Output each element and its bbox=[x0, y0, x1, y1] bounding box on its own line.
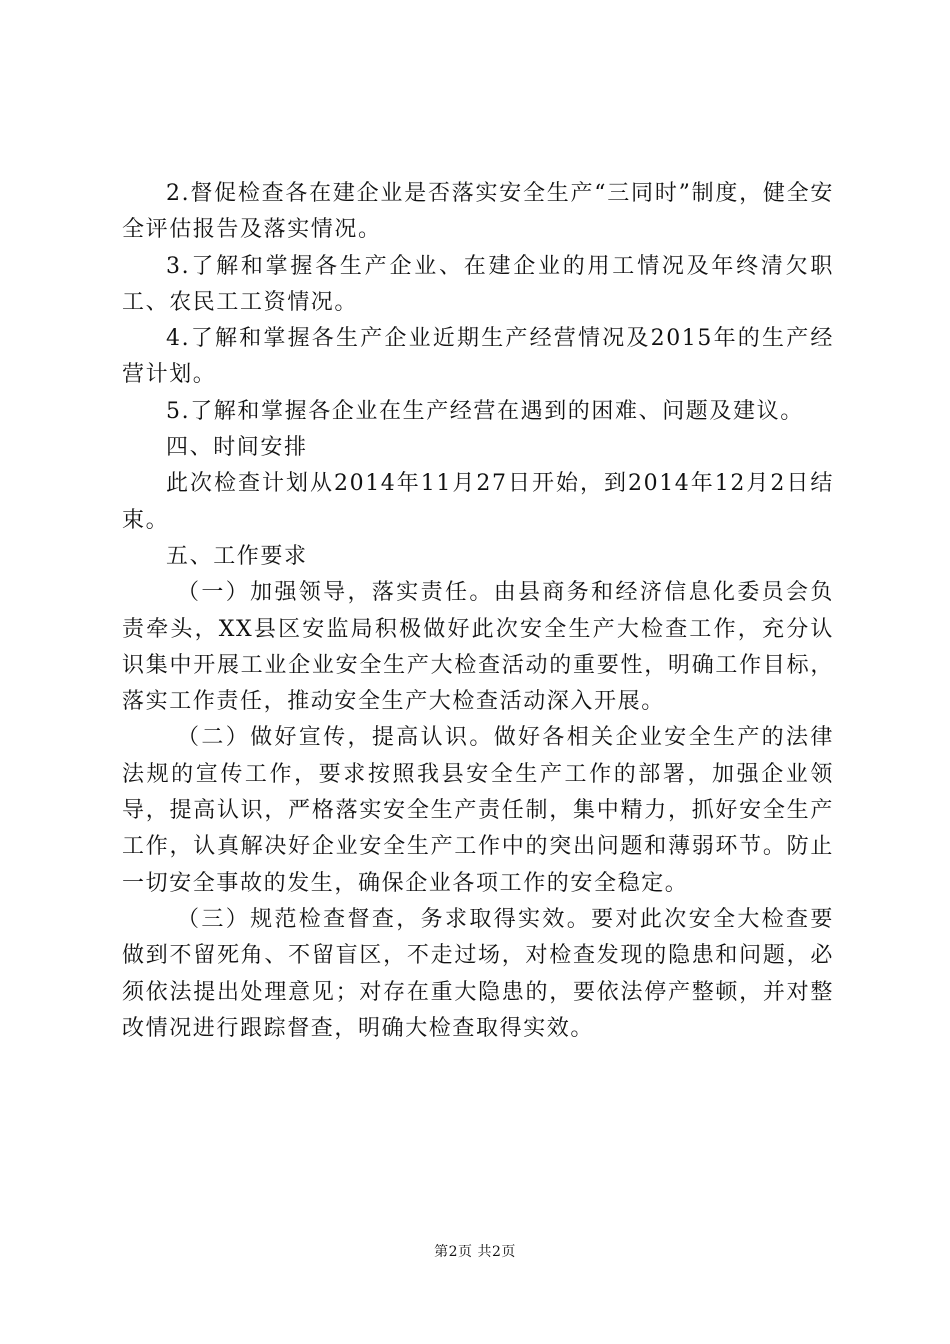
paragraph-item-2: 2.督促检查各在建企业是否落实安全生产“三同时”制度，健全安全评估报告及落实情况。 bbox=[122, 181, 834, 243]
section-heading-requirements: 五、工作要求 bbox=[166, 543, 308, 569]
section-heading-schedule: 四、时间安排 bbox=[166, 435, 308, 461]
paragraph-item-3: 3.了解和掌握各生产企业、在建企业的用工情况及年终清欠职工、农民工工资情况。 bbox=[122, 253, 834, 315]
page-number: 第2页 共2页 bbox=[434, 1244, 516, 1260]
page-footer bbox=[0, 1242, 950, 1262]
document-body bbox=[122, 176, 834, 1047]
paragraph-item-5: 5.了解和掌握各企业在生产经营在遇到的困难、问题及建议。 bbox=[166, 398, 804, 424]
paragraph-requirement-1: （一）加强领导，落实责任。由县商务和经济信息化委员会负责牵头，XX县区安监局积极做好此次安全生产大检查工作，充分认识集中开展工业企业安全生产大检查活动的重要性，明确工作目标，落实工作责任，推动安全生产大检查活动深入开展。 bbox=[122, 580, 834, 715]
paragraph-item-4: 4.了解和掌握各生产企业近期生产经营情况及2015年的生产经营计划。 bbox=[122, 326, 834, 388]
paragraph-schedule: 此次检查计划从2014年11月27日开始，到2014年12月2日结束。 bbox=[122, 471, 834, 533]
paragraph-requirement-3: （三）规范检查督查，务求取得实效。要对此次安全大检查要做到不留死角、不留盲区，不走过场，对检查发现的隐患和问题，必须依法提出处理意见；对存在重大隐患的，要依法停产整顿，并对整改情况进行跟踪督查，明确大检查取得实效。 bbox=[122, 906, 834, 1041]
paragraph-requirement-2: （二）做好宣传，提高认识。做好各相关企业安全生产的法律法规的宣传工作，要求按照我县安全生产工作的部署，加强企业领导，提高认识，严格落实安全生产责任制，集中精力，抓好安全生产工作，认真解决好企业安全生产工作中的突出问题和薄弱环节。防止一切安全事故的发生，确保企业各项工作的安全稳定。 bbox=[122, 725, 834, 896]
